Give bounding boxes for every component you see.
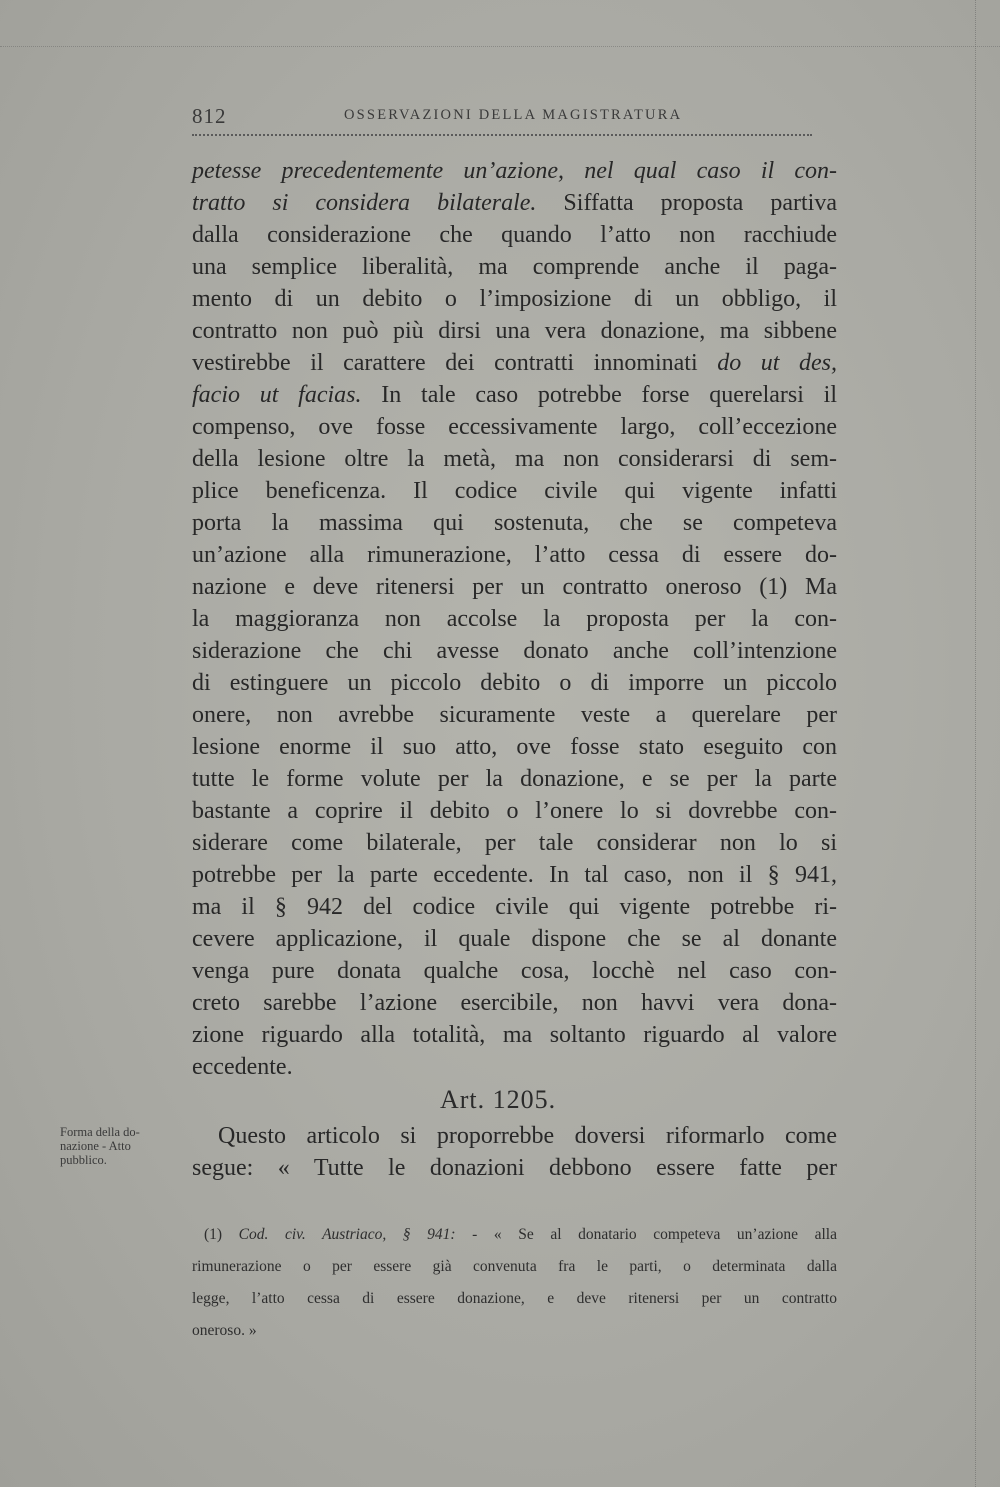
text-run: In tale caso potrebbe forse querelarsi il (361, 382, 838, 408)
body-line (192, 795, 837, 827)
body-line (192, 1019, 837, 1051)
body-line (192, 955, 837, 987)
italic-text: Cod. civ. Austriaco, § 941: (238, 1226, 456, 1243)
article-line (192, 1152, 837, 1184)
text-run: mento di un debito o l’imposizione di un obbligo, il (192, 286, 837, 312)
text-run: della lesione oltre la metà, ma non considerarsi di sem- (192, 446, 837, 472)
body-line (192, 571, 837, 603)
body-line (192, 635, 837, 667)
text-run: ma il § 942 del codice civile qui vigente potrebbe ri- (192, 894, 837, 920)
body-line (192, 603, 837, 635)
text-run: nazione e deve ritenersi per un contratto oneroso (1) Ma (192, 574, 837, 600)
article-heading: Art. 1205. (440, 1085, 557, 1114)
text-run: vestirebbe il carattere dei contratti innominati (192, 350, 718, 376)
text-run: la maggioranza non accolse la proposta per la con- (192, 606, 837, 632)
text-run: oneroso. » (192, 1322, 257, 1339)
margin-note (60, 1125, 180, 1167)
footnote (192, 1223, 837, 1351)
text-run: tutte le forme volute per la donazione, e se per la parte (192, 766, 837, 792)
text-run: potrebbe per la parte eccedente. In tal caso, non il § 941, (192, 862, 837, 888)
body-line (192, 507, 837, 539)
body-text (192, 155, 837, 1083)
text-run: (1) (204, 1226, 239, 1243)
italic-text: tratto si considera bilaterale. (192, 190, 537, 216)
body-line (192, 699, 837, 731)
italic-text: petesse precedentemente un’azione, nel qual caso il con- (192, 158, 837, 184)
margin-note-line: pubblico. (60, 1153, 107, 1167)
body-line (192, 283, 837, 315)
italic-text: do ut des, (717, 350, 837, 376)
italic-text: facio ut facias. (192, 382, 362, 408)
body-line (192, 923, 837, 955)
footnote-line (192, 1255, 837, 1287)
text-run: porta la massima qui sostenuta, che se competeva (192, 510, 837, 536)
text-run: siderazione che chi avesse donato anche coll’intenzione (192, 638, 837, 664)
body-line (192, 859, 837, 891)
footnote-line (192, 1223, 837, 1255)
text-run: una semplice liberalità, ma comprende anche il paga- (192, 254, 837, 280)
footnote-line (192, 1319, 837, 1351)
text-run: cevere applicazione, il quale dispone che se al donante (192, 926, 837, 952)
text-run: contratto non può più dirsi una vera donazione, ma sibbene (192, 318, 837, 344)
footnote-line (192, 1287, 837, 1319)
text-run: plice beneficenza. Il codice civile qui vigente infatti (192, 478, 837, 504)
running-head: OSSERVAZIONI DELLA MAGISTRATURA (344, 107, 683, 123)
body-line (192, 155, 837, 187)
text-run: siderare come bilaterale, per tale considerar non lo si (192, 830, 837, 856)
scan-edge-line (975, 0, 976, 1487)
body-line (192, 539, 837, 571)
body-line (192, 827, 837, 859)
margin-note-line: Forma della do- (60, 1125, 140, 1139)
text-run: zione riguardo alla totalità, ma soltanto riguardo al valore (192, 1022, 837, 1048)
body-line (192, 475, 837, 507)
text-run: dalla considerazione che quando l’atto non racchiude (192, 222, 837, 248)
page-number: 812 (192, 104, 227, 128)
body-line (192, 731, 837, 763)
article-line (192, 1120, 837, 1152)
body-line (192, 347, 837, 379)
text-run: creto sarebbe l’azione esercibile, non havvi vera dona- (192, 990, 837, 1016)
article-text (192, 1120, 837, 1184)
text-run: segue: « Tutte le donazioni debbono essere fatte per (192, 1155, 837, 1181)
text-run: venga pure donata qualche cosa, locchè nel caso con- (192, 958, 837, 984)
text-run: bastante a coprire il debito o l’onere lo si dovrebbe con- (192, 798, 837, 824)
text-run: legge, l’atto cessa di essere donazione, e deve ritenersi per un contratto (192, 1290, 837, 1307)
page-header (192, 104, 832, 138)
text-run: - « Se al donatario competeva un’azione alla (455, 1226, 837, 1243)
body-line (192, 891, 837, 923)
text-run: rimunerazione o per essere già convenuta fra le parti, o determinata dalla (192, 1258, 837, 1275)
body-line (192, 251, 837, 283)
body-line (192, 443, 837, 475)
body-line (192, 987, 837, 1019)
body-line (192, 411, 837, 443)
text-run: un’azione alla rimunerazione, l’atto cessa di essere do- (192, 542, 837, 568)
header-rule (192, 134, 812, 136)
body-line (192, 379, 837, 411)
body-line (192, 187, 837, 219)
body-line (192, 763, 837, 795)
margin-note-line: nazione - Atto (60, 1139, 131, 1153)
text-run: Questo articolo si proporrebbe doversi riformarlo come (218, 1123, 837, 1149)
text-run: onere, non avrebbe sicuramente veste a querelare per (192, 702, 837, 728)
body-line (192, 315, 837, 347)
text-run: lesione enorme il suo atto, ove fosse stato eseguito con (192, 734, 837, 760)
text-run: eccedente. (192, 1054, 293, 1080)
text-run: compenso, ove fosse eccessivamente largo, coll’eccezione (192, 414, 837, 440)
text-run: Siffatta proposta partiva (536, 190, 837, 216)
text-run: di estinguere un piccolo debito o di imporre un piccolo (192, 670, 837, 696)
body-line (192, 219, 837, 251)
body-line (192, 667, 837, 699)
body-line (192, 1051, 837, 1083)
scan-artifact-rule (0, 46, 1000, 47)
